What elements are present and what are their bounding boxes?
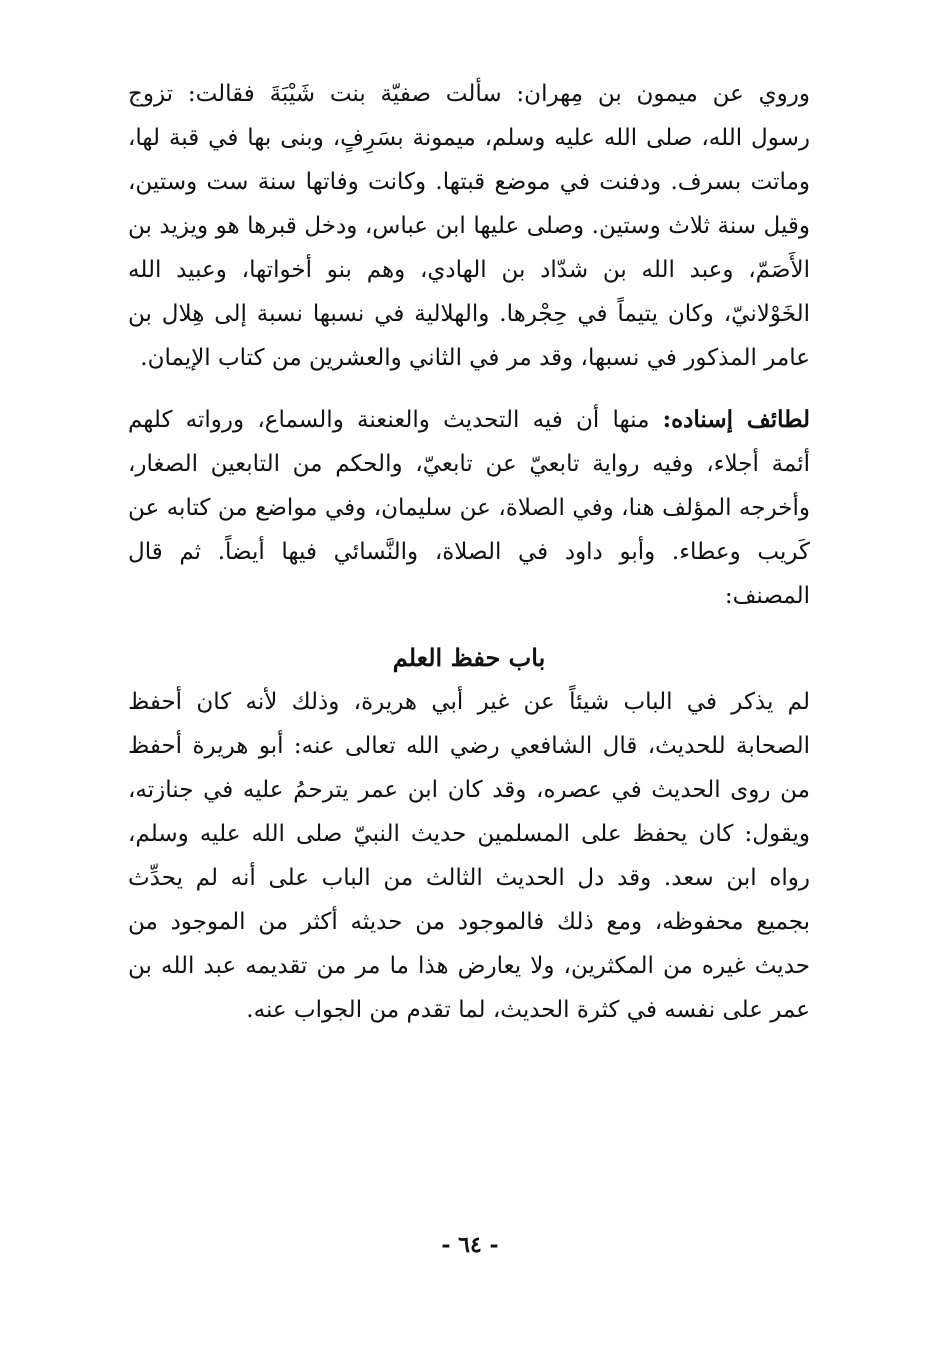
paragraph-line: المصنف:: [724, 583, 810, 609]
paragraph-line: الأَصَمّ، وعبد الله بن شدّاد بن الهادي، وهم بنو أخواتها، وعبيد الله: [128, 257, 810, 283]
paragraph-line: عامر المذكور في نسبها، وقد مر في الثاني والعشرين من كتاب الإيمان.: [140, 345, 810, 371]
paragraph-isnad-notes: [128, 398, 810, 618]
paragraph-line: لم يذكر في الباب شيئاً عن غير أبي هريرة، وذلك لأنه كان أحفظ: [128, 689, 810, 715]
paragraph-line: بجميع محفوظه، ومع ذلك فالموجود من حديثه أكثر من الموجود من: [128, 909, 810, 935]
paragraph-line: وأخرجه المؤلف هنا، وفي الصلاة، عن سليمان، وفي مواضع من كتابه عن: [128, 495, 810, 521]
section-heading: باب حفظ العلم: [392, 643, 546, 672]
paragraph-line: من روى الحديث في عصره، وقد كان ابن عمر يترحمُ عليه في جنازته،: [128, 777, 810, 803]
bold-lead-term: لطائف إسناده:: [662, 406, 810, 433]
paragraph-line: عمر على نفسه في كثرة الحديث، لما تقدم من الجواب عنه.: [246, 997, 810, 1023]
paragraph-line: وروي عن ميمون بن مِهران: سألت صفيّة بنت شَيْبَةَ فقالت: تزوج: [128, 81, 810, 107]
lead-line-rest: منها أن فيه التحديث والعنعنة والسماع، ورواته كلهم: [128, 407, 663, 433]
paragraph-line: رسول الله، صلى الله عليه وسلم، ميمونة بسَرِفٍ، وبنى بها في قبة لها،: [128, 125, 810, 151]
paragraph-line: كَريب وعطاء. وأبو داود في الصلاة، والنَّسائي فيها أيضاً. ثم قال: [128, 539, 810, 565]
paragraph-line: الخَوْلانيّ، وكان يتيماً في حِجْرها. والهلالية في نسبها نسبة إلى هِلال بن: [128, 301, 810, 327]
paragraph-chapter-commentary: [128, 680, 810, 1032]
paragraph-maymuna-biography: [128, 72, 810, 380]
paragraph-line: وماتت بسرف. ودفنت في موضع قبتها. وكانت وفاتها سنة ست وستين،: [128, 169, 810, 195]
paragraph-line: الصحابة للحديث، قال الشافعي رضي الله تعالى عنه: أبو هريرة أحفظ: [128, 733, 810, 759]
paragraph-line: وقيل سنة ثلاث وستين. وصلى عليها ابن عباس، ودخل قبرها هو ويزيد بن: [128, 213, 810, 239]
paragraph-line: ويقول: كان يحفظ على المسلمين حديث النبيّ صلى الله عليه وسلم،: [128, 821, 810, 847]
paragraph-line: أئمة أجلاء، وفيه رواية تابعيّ عن تابعيّ، والحكم من التابعين الصغار،: [128, 451, 810, 477]
paragraph-line-with-lead: [128, 398, 810, 442]
page-number: - ٦٤ -: [441, 1232, 499, 1258]
paragraph-line: رواه ابن سعد. وقد دل الحديث الثالث من الباب على أنه لم يحدِّث: [128, 865, 810, 891]
paragraph-line: حديث غيره من المكثرين، ولا يعارض هذا ما مر من تقديمه عبد الله بن: [128, 953, 810, 979]
